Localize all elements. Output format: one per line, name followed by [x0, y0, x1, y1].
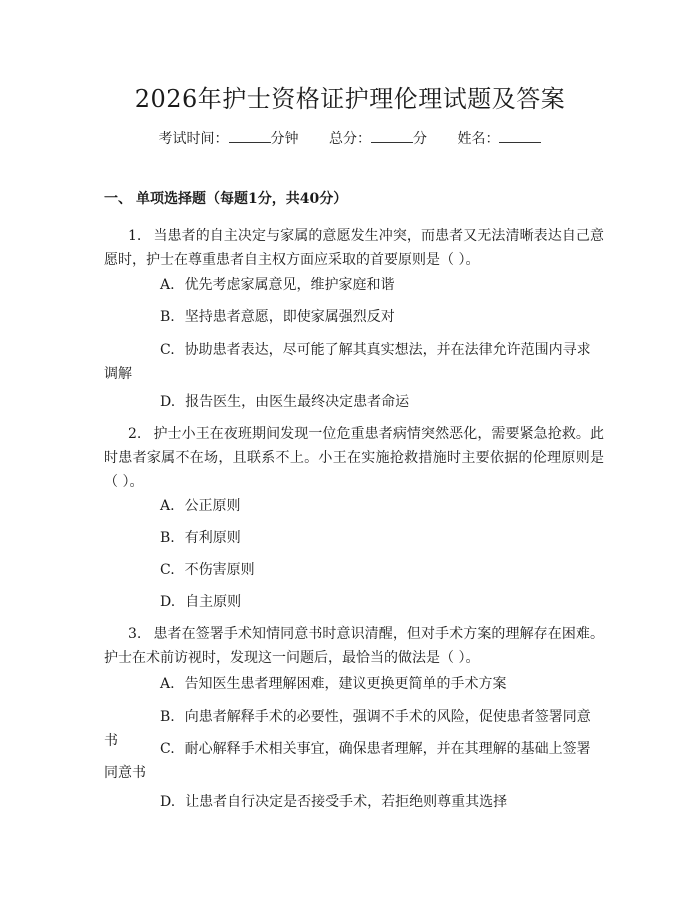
question-2-option-c: [104, 558, 604, 582]
option-letter: A.: [160, 676, 175, 692]
question-3-option-d: [104, 790, 604, 814]
exam-info: [0, 128, 700, 150]
total-score-field: [329, 128, 427, 150]
option-letter: D.: [160, 594, 176, 610]
option-text: 让患者自行决定是否接受手术，若拒绝则尊重其选择: [185, 794, 508, 810]
question-3-option-a: [104, 672, 604, 696]
option-letter: B.: [160, 309, 175, 325]
name-field: [457, 128, 541, 150]
exam-time-blank: [229, 128, 271, 143]
option-text: 报告医生，由医生最终决定患者命运: [185, 394, 410, 410]
total-score-label: 总分：: [329, 131, 371, 147]
option-text: 优先考虑家属意见，维护家庭和谐: [184, 277, 395, 293]
question-number: 1.: [128, 228, 142, 244]
section-title: 单项选择题（每题1分，共40分）: [136, 191, 348, 207]
option-text: 公正原则: [184, 498, 241, 514]
total-score-unit: 分: [413, 131, 427, 147]
exam-time-field: [159, 128, 299, 150]
question-3: [104, 622, 604, 670]
option-text: 有利原则: [184, 530, 241, 546]
option-letter: A.: [160, 277, 175, 293]
name-label: 姓名：: [457, 131, 500, 147]
option-letter: C.: [160, 342, 175, 358]
option-text: 耐心解释手术相关事宜，确保患者理解，并在其理解的基础上签署同意书: [104, 741, 591, 781]
section-number: 一、: [104, 191, 132, 207]
option-text: 不伤害原则: [184, 562, 255, 578]
option-letter: D.: [160, 394, 176, 410]
option-letter: B.: [160, 709, 175, 725]
exam-time-label: 考试时间：: [158, 131, 229, 147]
question-1-option-d: [104, 390, 604, 414]
question-text: 当患者的自主决定与家属的意愿发生冲突，而患者又无法清晰表达自己意愿时，护士在尊重患者自主权方面应采取的首要原则是（ ）。: [104, 228, 604, 268]
question-3-option-c: [104, 737, 604, 785]
question-number: 3.: [128, 626, 142, 642]
question-2-option-a: [104, 494, 604, 518]
page-title: 2026年护士资格证护理伦理试题及答案: [134, 85, 566, 113]
section-heading: [104, 188, 347, 210]
exam-time-unit: 分钟: [270, 131, 299, 147]
question-number: 2.: [128, 426, 142, 442]
question-1: [104, 224, 604, 272]
question-1-option-b: [104, 305, 604, 329]
option-letter: B.: [160, 530, 175, 546]
option-text: 告知医生患者理解困难，建议更换更简单的手术方案: [184, 676, 507, 692]
option-text: 坚持患者意愿，即使家属强烈反对: [184, 309, 395, 325]
question-2-option-b: [104, 526, 604, 550]
question-2: [104, 422, 604, 494]
option-letter: C.: [160, 741, 175, 757]
name-blank: [499, 128, 541, 143]
total-score-blank: [371, 128, 413, 143]
option-text: 自主原则: [185, 594, 242, 610]
option-letter: D.: [160, 794, 176, 810]
option-text: 向患者解释手术的必要性，强调不手术的风险，促使患者签署同意书: [104, 709, 591, 749]
question-1-option-a: [104, 273, 604, 297]
question-1-option-c: [104, 338, 604, 386]
option-text: 协助患者表达，尽可能了解其真实想法，并在法律允许范围内寻求调解: [104, 342, 591, 382]
option-letter: A.: [160, 498, 175, 514]
option-letter: C.: [160, 562, 175, 578]
question-text: 患者在签署手术知情同意书时意识清醒，但对手术方案的理解存在困难。护士在术前访视时，发现这一问题后，最恰当的做法是（ ）。: [104, 626, 604, 666]
question-text: 护士小王在夜班期间发现一位危重患者病情突然恶化，需要紧急抢救。此时患者家属不在场，且联系不上。小王在实施抢救措施时主要依据的伦理原则是（ ）。: [104, 426, 604, 490]
question-2-option-d: [104, 590, 604, 614]
